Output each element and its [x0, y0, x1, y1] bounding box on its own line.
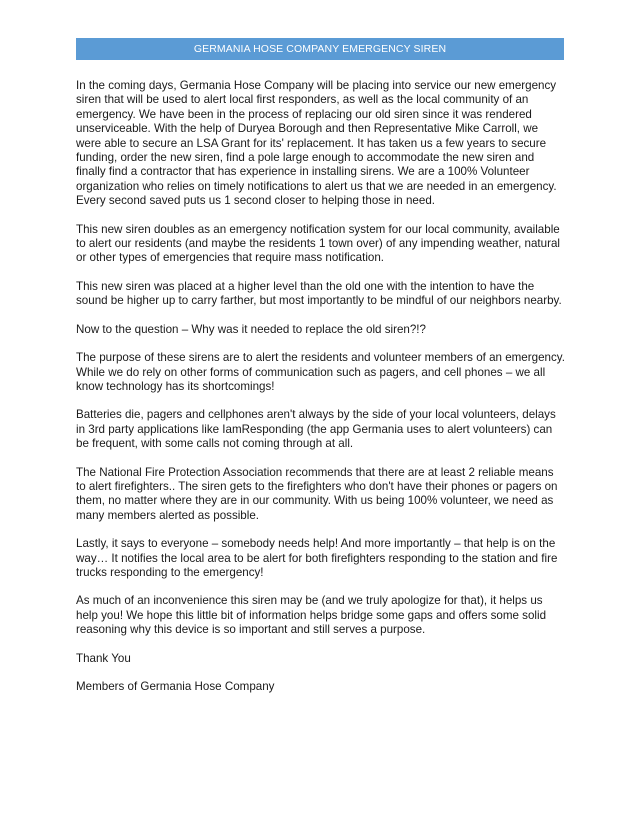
- paragraph-notification-system: This new siren doubles as an emergency notification system for our local community, available to alert our residents (and maybe the residents 1 town over) of any impending weather, natural or other types of emergencies that require mass notification.: [76, 222, 560, 265]
- paragraph-lastly: Lastly, it says to everyone – somebody needs help! And more importantly – that help is on the way… It notifies the local area to be alert for both firefighters responding to the station and fire trucks responding to the emergency!: [76, 537, 558, 579]
- paragraph-purpose: The purpose of these sirens are to alert the residents and volunteer members of an emergency. While we do rely on other forms of communication such as pagers, and cell phones – we all know technology has its shortcomings!: [76, 351, 565, 393]
- closing-thank-you: Thank You: [76, 651, 131, 665]
- document-title: GERMANIA HOSE COMPANY EMERGENCY SIREN: [193, 43, 447, 55]
- paragraph-intro: In the coming days, Germania Hose Company will be placing into service our new emergency siren that will be used to alert local first responders, as well as the local community of an emergency. We have been in the process of replacing our old siren since it was rendered unserviceable. With the help of Duryea Borough and then Representative Mike Carroll, we were able to secure an LSA Grant for its' replacement. It has taken us a few years to secure funding, order the new siren, find a pole large enough to accommodate the new siren and finally find a contractor that has experience in installing sirens. We are a 100% Volunteer organization who relies on timely notifications to alert us that we are needed in an emergency. Every second saved puts us 1 second closer to helping those in need.: [76, 79, 557, 208]
- paragraph-batteries: Batteries die, pagers and cellphones aren't always by the side of your local volunteers, delays in 3rd party applications like IamResponding (the app Germania uses to alert volunteers) can be frequent, with some calls not coming through at all.: [76, 408, 556, 451]
- paragraph-nfpa: The National Fire Protection Association recommends that there are at least 2 reliable means to alert firefighters.. The siren gets to the firefighters who don't have their phones or pagers on them, no matter where they are in our community. With us being 100% volunteer, we need as many members alerted as possible.: [76, 465, 558, 522]
- document-body: [76, 79, 566, 708]
- document-title-banner: [76, 38, 564, 60]
- paragraph-inconvenience: As much of an inconvenience this siren may be (and we truly apologize for that), it helps us help you! We hope this little bit of information helps bridge some gaps and offers some solid reasoning why this device is so important and still serves a purpose.: [76, 594, 547, 637]
- signature-line: Members of Germania Hose Company: [76, 680, 275, 693]
- paragraph-question: Now to the question – Why was it needed to replace the old siren?!?: [76, 322, 426, 336]
- paragraph-placement: This new siren was placed at a higher level than the old one with the intention to have the sound be higher up to carry farther, but most importantly to be mindful of our neighbors nearby.: [76, 279, 562, 308]
